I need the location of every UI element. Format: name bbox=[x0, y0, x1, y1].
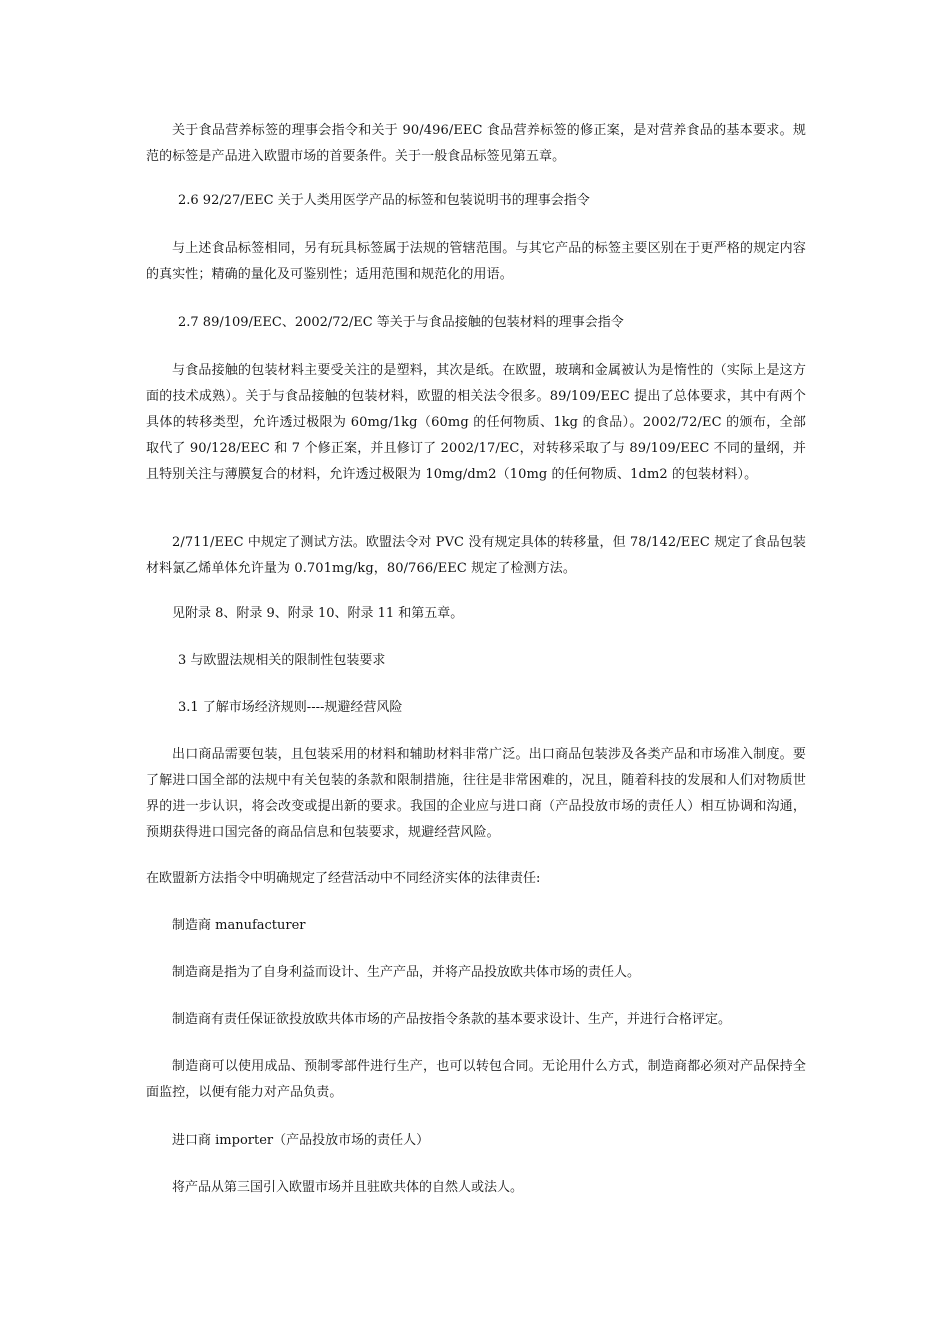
paragraph-nutrition-label: 关于食品营养标签的理事会指令和关于 90/496/EEC 食品营养标签的修正案，是对营养食品的基本要求。规范的标签是产品进入欧盟市场的首要条件。关于一般食品标签见第五章。 bbox=[146, 123, 806, 164]
paragraph-manufacturer-duty: 制造商有责任保证欲投放欧共体市场的产品按指令条款的基本要求设计、生产，并进行合格评定。 bbox=[172, 1012, 732, 1027]
heading-2-6: 2.6 92/27/EEC 关于人类用医学产品的标签和包装说明书的理事会指令 bbox=[178, 193, 590, 208]
paragraph-importer-term: 进口商 importer（产品投放市场的责任人） bbox=[172, 1133, 430, 1148]
paragraph-legal-responsibility: 在欧盟新方法指令中明确规定了经营活动中不同经济实体的法律责任: bbox=[146, 871, 541, 886]
heading-2-7: 2.7 89/109/EEC、2002/72/EC 等关于与食品接触的包装材料的理事会指令 bbox=[178, 315, 624, 330]
paragraph-export-packaging: 出口商品需要包装，且包装采用的材料和辅助材料非常广泛。出口商品包装涉及各类产品和市场准入制度。要了解进口国全部的法规中有关包装的条款和限制措施，往往是非常困难的，况且，随着科技的发展和人们对物质世界的进一步认识，将会改变或提出新的要求。我国的企业应与进口商（产品投放市场的责任人）相互协调和沟通，预期获得进口国完备的商品信息和包装要求，规避经营风险。 bbox=[146, 747, 806, 840]
paragraph-test-methods: 2/711/EEC 中规定了测试方法。欧盟法令对 PVC 没有规定具体的转移量，但 78/142/EEC 规定了食品包装材料氯乙烯单体允许量为 0.701mg/kg，80/766/EEC 规定了检测方法。 bbox=[146, 535, 806, 576]
paragraph-manufacturer-definition: 制造商是指为了自身利益而设计、生产产品，并将产品投放欧共体市场的责任人。 bbox=[172, 965, 641, 980]
paragraph-appendix-reference: 见附录 8、附录 9、附录 10、附录 11 和第五章。 bbox=[172, 606, 464, 621]
heading-3-1: 3.1 了解市场经济规则----规避经营风险 bbox=[178, 700, 403, 715]
paragraph-manufacturer-control: 制造商可以使用成品、预制零部件进行生产，也可以转包合同。无论用什么方式，制造商都必须对产品保持全面监控，以便有能力对产品负责。 bbox=[146, 1059, 806, 1100]
paragraph-toy-label: 与上述食品标签相同，另有玩具标签属于法规的管辖范围。与其它产品的标签主要区别在于更严格的规定内容的真实性；精确的量化及可鉴别性；适用范围和规范化的用语。 bbox=[146, 241, 806, 282]
paragraph-manufacturer-term: 制造商 manufacturer bbox=[172, 918, 306, 933]
paragraph-food-contact-materials: 与食品接触的包装材料主要受关注的是塑料，其次是纸。在欧盟，玻璃和金属被认为是惰性的（实际上是这方面的技术成熟）。关于与食品接触的包装材料，欧盟的相关法令很多。89/109/EEC 提出了总体要求，其中有两个具体的转移类型，允许透过极限为 60mg/1kg（60mg 的任何物质、1kg 的食品）。2002/72/EC 的颁布，全部取代了 90/128/EEC 和 7 个修正案，并且修订了 2002/17/EC，对转移采取了与 89/109/EEC 不同的量纲，并且特别关注与薄膜复合的材料，允许透过极限为 10mg/dm2（10mg 的任何物质、1dm2 的包装材料）。 bbox=[146, 363, 806, 482]
paragraph-importer-definition: 将产品从第三国引入欧盟市场并且驻欧共体的自然人或法人。 bbox=[172, 1180, 524, 1195]
heading-3: 3 与欧盟法规相关的限制性包装要求 bbox=[178, 653, 386, 668]
